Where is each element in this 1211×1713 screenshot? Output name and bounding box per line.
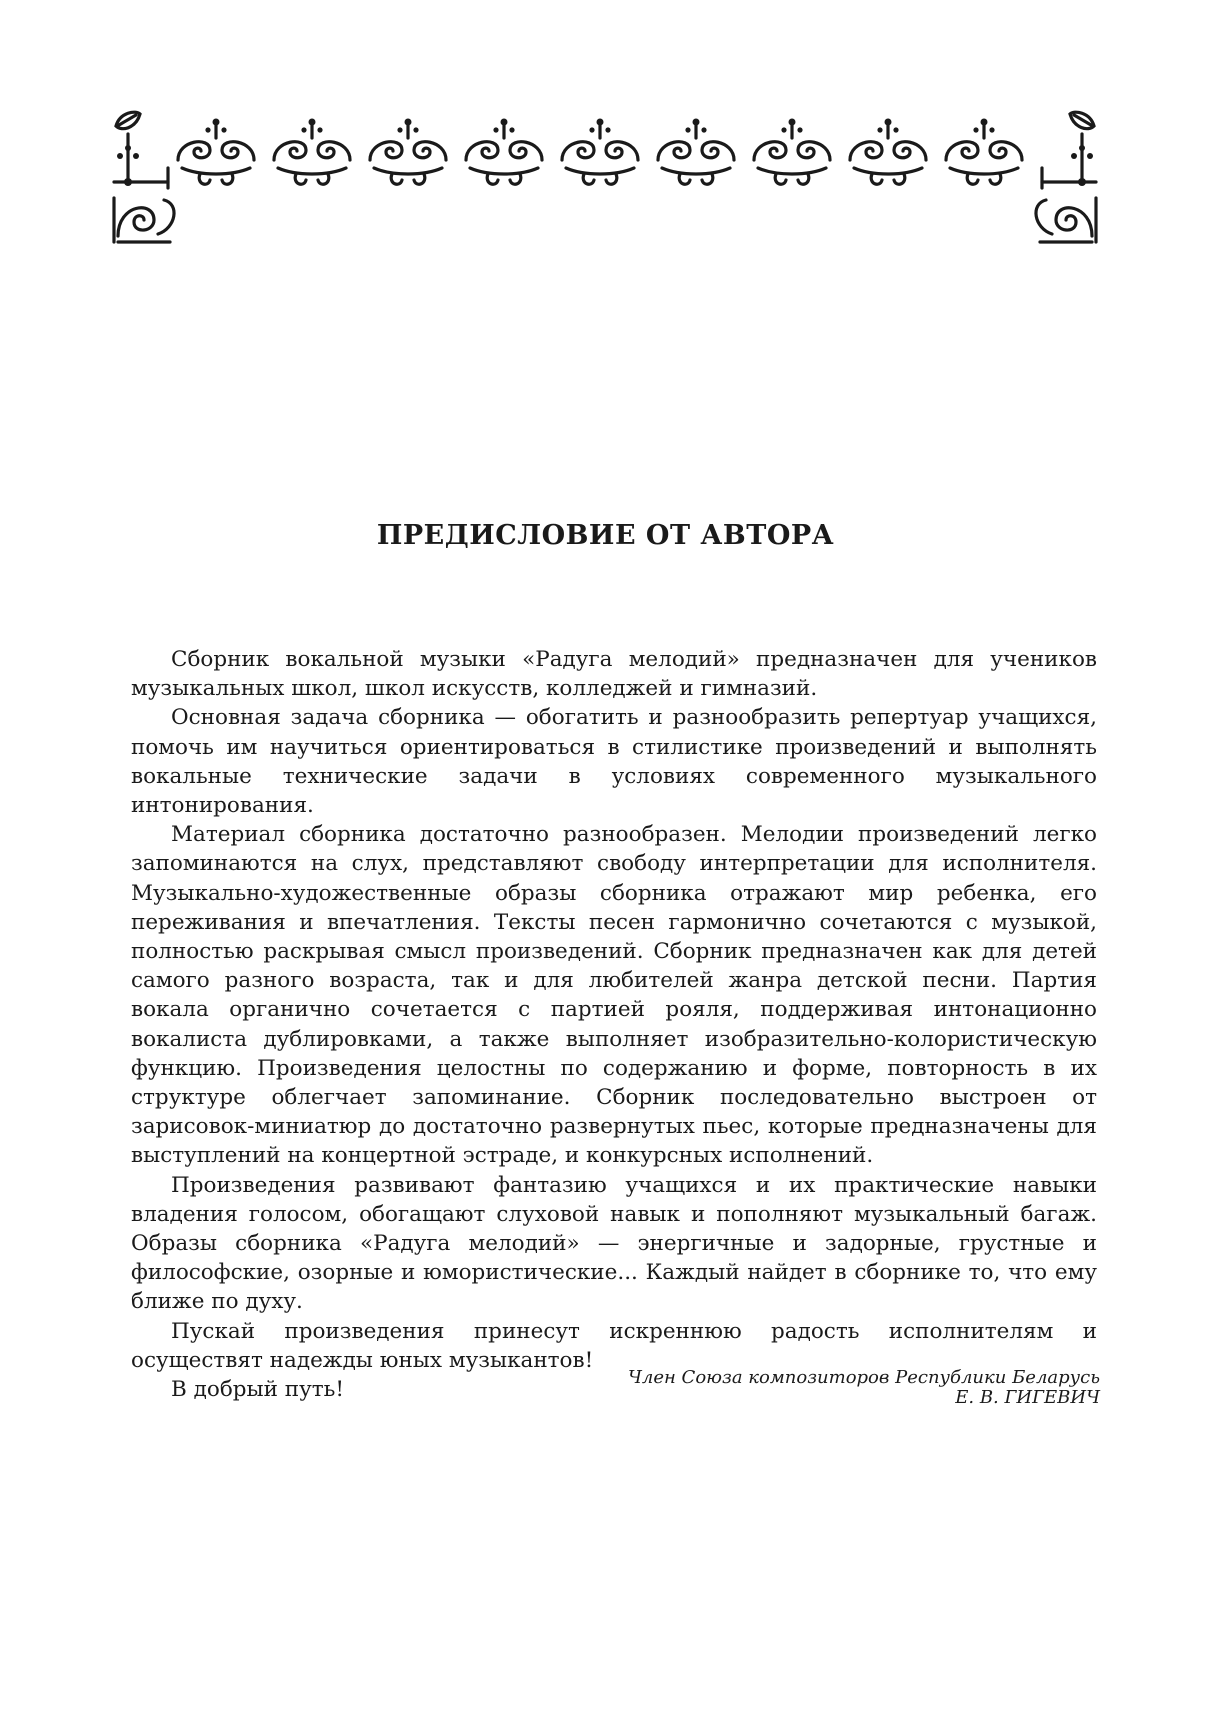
page-title: ПРЕДИСЛОВИЕ ОТ АВТОРА [376,520,835,551]
paragraph: В добрый путь! [171,1377,345,1403]
preface-body [131,645,1097,1404]
paragraph: Материал сборника достаточно разнообразен. Мелодии произведений легко запоминаются на слух, представляют свободу интерпретации для исполнителя. Музыкально-художественные образы сборника отражают мир ребенка, его переживания и впечатления. Тексты песен гармонично сочетаются с музыкой, полностью раскрывая смысл произведений. Сборник предназначен как для детей самого разного возраста, так и для любителей жанра детской песни. Партия вокала органично сочетается с партией рояля, поддерживая интонационно вокалиста дублировками, а также выполняет изобразительно-колористическую функцию. Произведения целостны по содержанию и форме, повторность в их структуре облегчает запоминание. Сборник последовательно выстроен от зарисовок-миниатюр до достаточно развернутых пьес, которые предназначены для выступлений на концертной эстраде, и конкурсных исполнений. [131,822,1097,1169]
ornamental-border-icon [110,108,1100,248]
paragraph: Основная задача сборника — обогатить и разнообразить репертуар учащихся, помочь им научиться ориентироваться в стилистике произведений и выполнять вокальные технические задачи в условиях современного музыкального интонирования. [131,705,1097,819]
signature-position: Член Союза композиторов Республики Беларусь [627,1367,1100,1388]
paragraph: Пускай произведения принесут искреннюю радость исполнителям и осуществят надежды юных музыкантов! [131,1318,1097,1373]
signature-name: Е. В. ГИГЕВИЧ [955,1387,1100,1408]
signature-block [400,1368,1100,1408]
paragraph: Произведения развивают фантазию учащихся и их практические навыки владения голосом, обогащают слуховой навык и пополняют музыкальный багаж. Образы сборника «Радуга мелодий» — энергичные и задорные, грустные и философские, озорные и юмористические... Каждый найдет в сборнике то, что ему ближе по духу. [131,1172,1097,1315]
paragraph: Сборник вокальной музыки «Радуга мелодий» предназначен для учеников музыкальных школ, школ искусств, колледжей и гимназий. [131,647,1097,702]
